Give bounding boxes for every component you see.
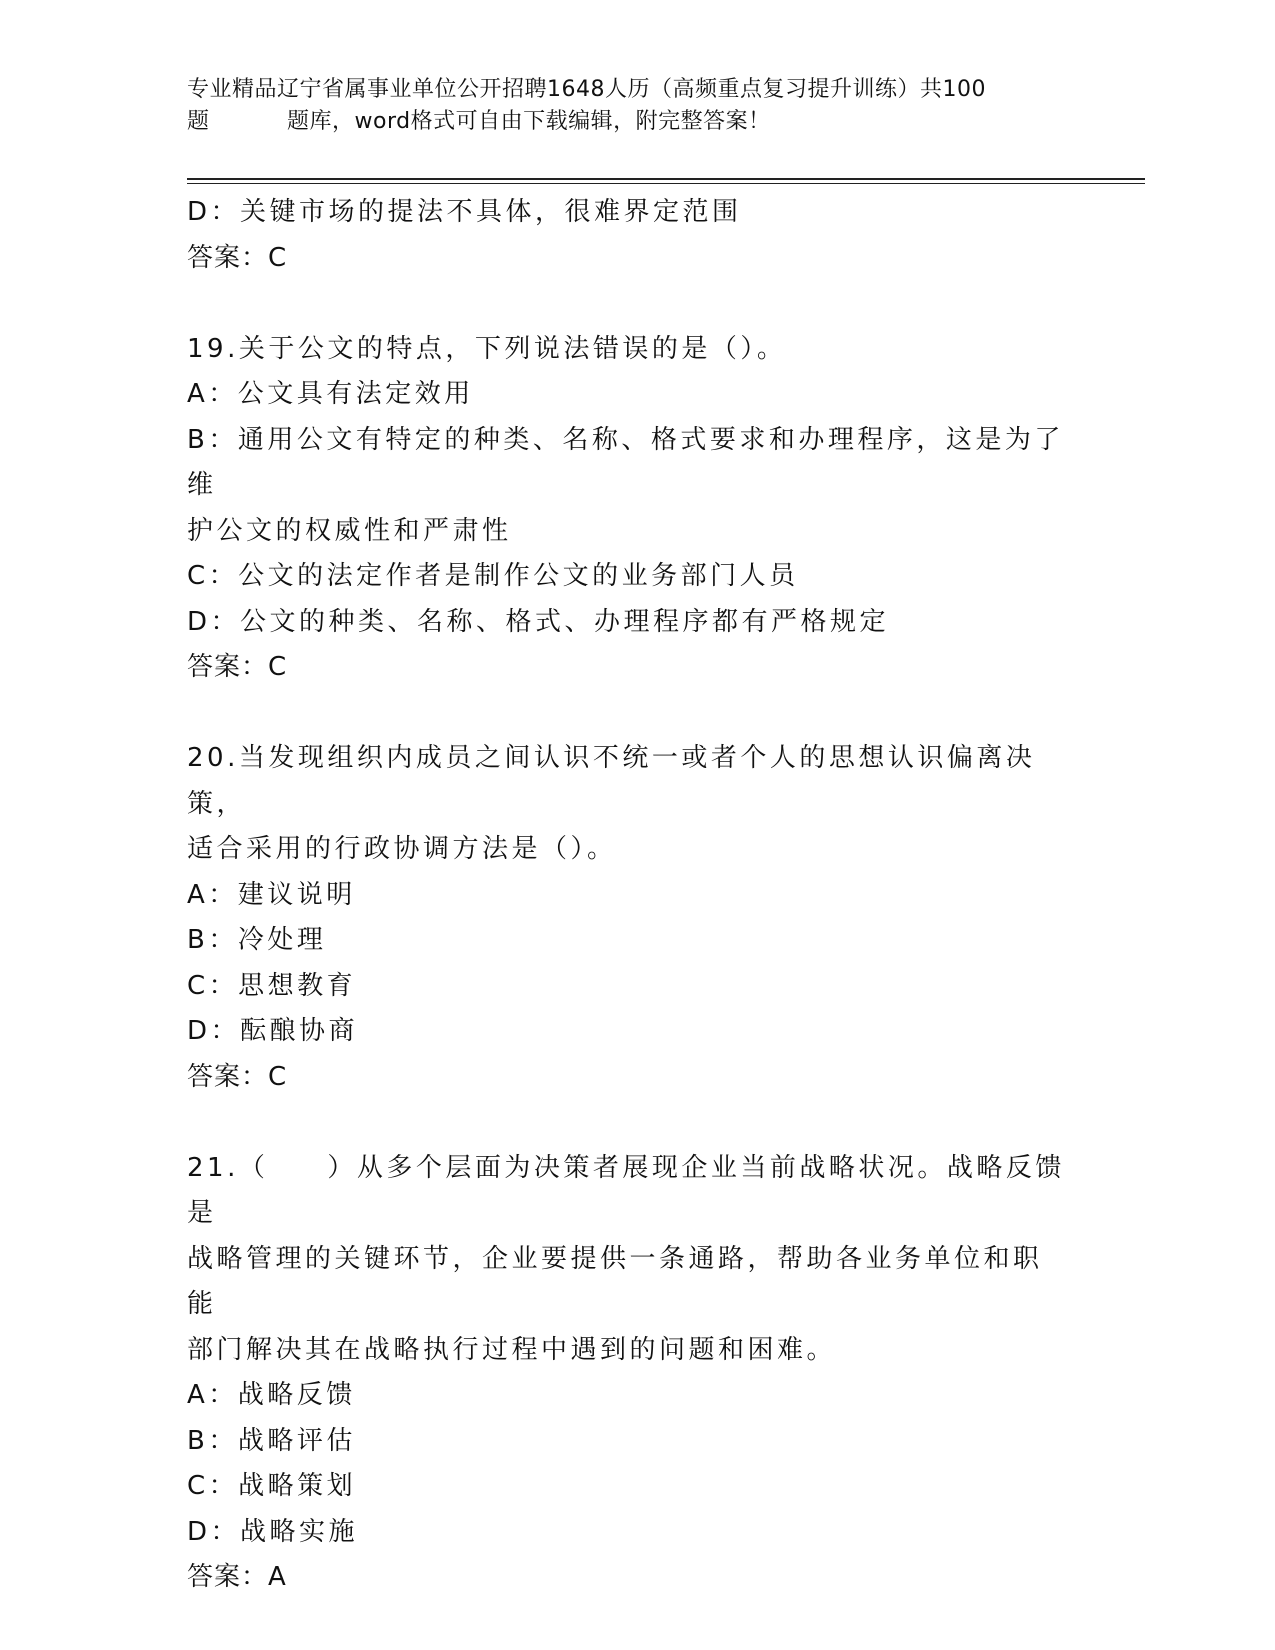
prev-option-d: D：关键市场的提法不具体，很难界定范围: [187, 197, 742, 227]
spacer: [187, 1100, 1067, 1146]
spacer: [187, 691, 1067, 737]
q19-option-b-line2: 护公文的权威性和严肃性: [187, 515, 512, 546]
q19-option-c: C：公文的法定作者是制作公文的业务部门人员: [187, 561, 799, 591]
q20-option-a: A：建议说明: [187, 879, 356, 910]
q21-answer: 答案：A: [187, 1562, 287, 1592]
header-title-lead: 题: [187, 109, 210, 134]
q20-stem-line1: 20.当发现组织内成员之间认识不统一或者个人的思想认识偏离决策，: [187, 743, 1036, 819]
q21-option-b: B：战略评估: [187, 1425, 356, 1456]
q20-stem-line2: 适合采用的行政协调方法是（）。: [187, 834, 617, 864]
document-header: [187, 74, 1087, 138]
spacer: [187, 281, 1067, 327]
q21-stem-line1: 21.（ ）从多个层面为决策者展现企业当前战略状况。战略反馈是: [187, 1152, 1065, 1228]
q19-answer: 答案：C: [187, 652, 288, 682]
q21-option-a: A：战略反馈: [187, 1380, 356, 1410]
header-divider-thick: [187, 178, 1145, 180]
q21-stem-line3: 部门解决其在战略执行过程中遇到的问题和困难。: [187, 1334, 837, 1365]
q19-stem: 19.关于公文的特点，下列说法错误的是（）。: [187, 333, 787, 364]
q20-option-d: D：酝酿协商: [187, 1016, 359, 1046]
q20-option-c: C：思想教育: [187, 970, 357, 1001]
q20-option-b: B：冷处理: [187, 925, 327, 955]
header-title-line1: 专业精品辽宁省属事业单位公开招聘1648人历（高频重点复习提升训练）共100: [187, 77, 986, 102]
q19-option-d: D：公文的种类、名称、格式、办理程序都有严格规定: [187, 606, 890, 637]
header-title-line2: [187, 106, 1087, 138]
q19-option-b-line1: B：通用公文有特定的种类、名称、格式要求和办理程序，这是为了维: [187, 424, 1064, 500]
question-content: [187, 190, 1067, 1601]
header-title-rest: 题库，word格式可自由下载编辑，附完整答案！: [287, 109, 771, 134]
q21-stem-line2: 战略管理的关键环节，企业要提供一条通路，帮助各业务单位和职能: [187, 1243, 1043, 1319]
q19-option-a: A：公文具有法定效用: [187, 379, 474, 409]
q21-option-d: D：战略实施: [187, 1516, 359, 1547]
q21-option-c: C：战略策划: [187, 1471, 357, 1501]
prev-answer: 答案：C: [187, 242, 288, 273]
header-divider-thin: [187, 183, 1145, 184]
q20-answer: 答案：C: [187, 1061, 288, 1092]
